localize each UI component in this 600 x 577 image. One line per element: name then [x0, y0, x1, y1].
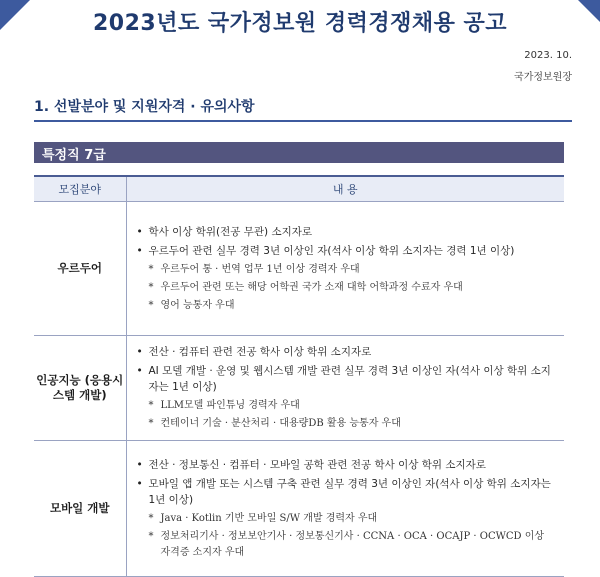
- category-bar: 특정직 7급: [34, 142, 564, 163]
- requirement-item: [137, 344, 557, 360]
- field-content: [126, 335, 564, 440]
- asterisk-icon: *: [148, 530, 154, 542]
- requirement-text: 우르두어 관련 실무 경력 3년 이상인 자(석사 이상 학위 소지자는 경력 1년 이상): [148, 244, 515, 257]
- preference-item: [137, 511, 557, 527]
- preference-item: [137, 398, 557, 414]
- preference-item: [137, 416, 557, 432]
- asterisk-icon: *: [148, 299, 154, 311]
- table-row: [34, 335, 564, 440]
- table-row: [34, 201, 564, 335]
- preference-text: Java · Kotlin 기반 모바일 S/W 개발 경력자 우대: [160, 512, 378, 524]
- section-divider: [34, 120, 572, 122]
- bullet-icon: •: [136, 225, 143, 238]
- requirement-text: 학사 이상 학위(전공 무관) 소지자로: [148, 225, 313, 238]
- requirement-item: [137, 243, 557, 259]
- preference-text: LLM모델 파인튜닝 경력자 우대: [160, 400, 300, 411]
- preference-item: [137, 262, 557, 278]
- page-title: 2023년도 국가정보원 경력경쟁채용 공고: [93, 11, 507, 36]
- field-content: [126, 201, 564, 335]
- requirement-item: [137, 224, 557, 240]
- asterisk-icon: *: [148, 281, 154, 293]
- requirement-item: [137, 457, 557, 473]
- table-row: [34, 440, 564, 576]
- preference-item: [137, 280, 557, 296]
- bullet-icon: •: [136, 458, 143, 471]
- column-header-field: 모집분야: [34, 176, 126, 201]
- bullet-icon: •: [136, 346, 143, 358]
- bullet-icon: •: [136, 244, 143, 257]
- asterisk-icon: *: [148, 512, 154, 524]
- preference-text: 컨테이너 기술 · 분산처리 · 대용량DB 활용 능통자 우대: [160, 418, 401, 429]
- asterisk-icon: *: [148, 400, 154, 411]
- requirement-text: AI 모델 개발 · 운영 및 웹시스템 개발 관련 실무 경력 3년 이상인 자(석사 이상 학위 소지자는 1년 이상): [148, 365, 551, 393]
- table-header-row: [34, 176, 564, 201]
- requirement-item: [137, 363, 557, 395]
- field-name: 모바일 개발: [34, 440, 126, 576]
- preference-text: 영어 능통자 우대: [160, 299, 235, 311]
- requirement-item: [137, 476, 557, 508]
- field-content: [126, 440, 564, 576]
- requirement-text: 모바일 앱 개발 또는 시스템 구축 관련 실무 경력 3년 이상인 자(석사 이상 학위 소지자는 1년 이상): [148, 477, 551, 506]
- section-heading: 1. 선발분야 및 지원자격 · 유의사항: [34, 99, 255, 115]
- preference-item: [137, 298, 557, 314]
- asterisk-icon: *: [148, 263, 154, 275]
- recruitment-table: [34, 175, 564, 577]
- requirement-text: 전산 · 컴퓨터 관련 전공 학사 이상 학위 소지자로: [148, 346, 372, 358]
- preference-text: 우르두어 통 · 번역 업무 1년 이상 경력자 우대: [160, 263, 360, 275]
- issuer-name: 국가정보원장: [514, 72, 572, 83]
- preference-text: 우르두어 관련 또는 해당 어학권 국가 소재 대학 어학과정 수료자 우대: [160, 281, 463, 293]
- field-name: 우르두어: [34, 201, 126, 335]
- preference-item: [137, 529, 557, 561]
- field-name: 인공지능 (응용시스템 개발): [34, 335, 126, 440]
- column-header-content: 내 용: [126, 176, 564, 201]
- bullet-icon: •: [136, 365, 143, 377]
- announcement-date: 2023. 10.: [524, 50, 572, 61]
- preference-text: 정보처리기사 · 정보보안기사 · 정보통신기사 · CCNA · OCA · OCAJP · OCWCD 이상 자격증 소지자 우대: [160, 530, 545, 558]
- asterisk-icon: *: [148, 418, 154, 429]
- requirement-text: 전산 · 정보통신 · 컴퓨터 · 모바일 공학 관련 전공 학사 이상 학위 소지자로: [148, 458, 486, 471]
- bullet-icon: •: [136, 477, 143, 490]
